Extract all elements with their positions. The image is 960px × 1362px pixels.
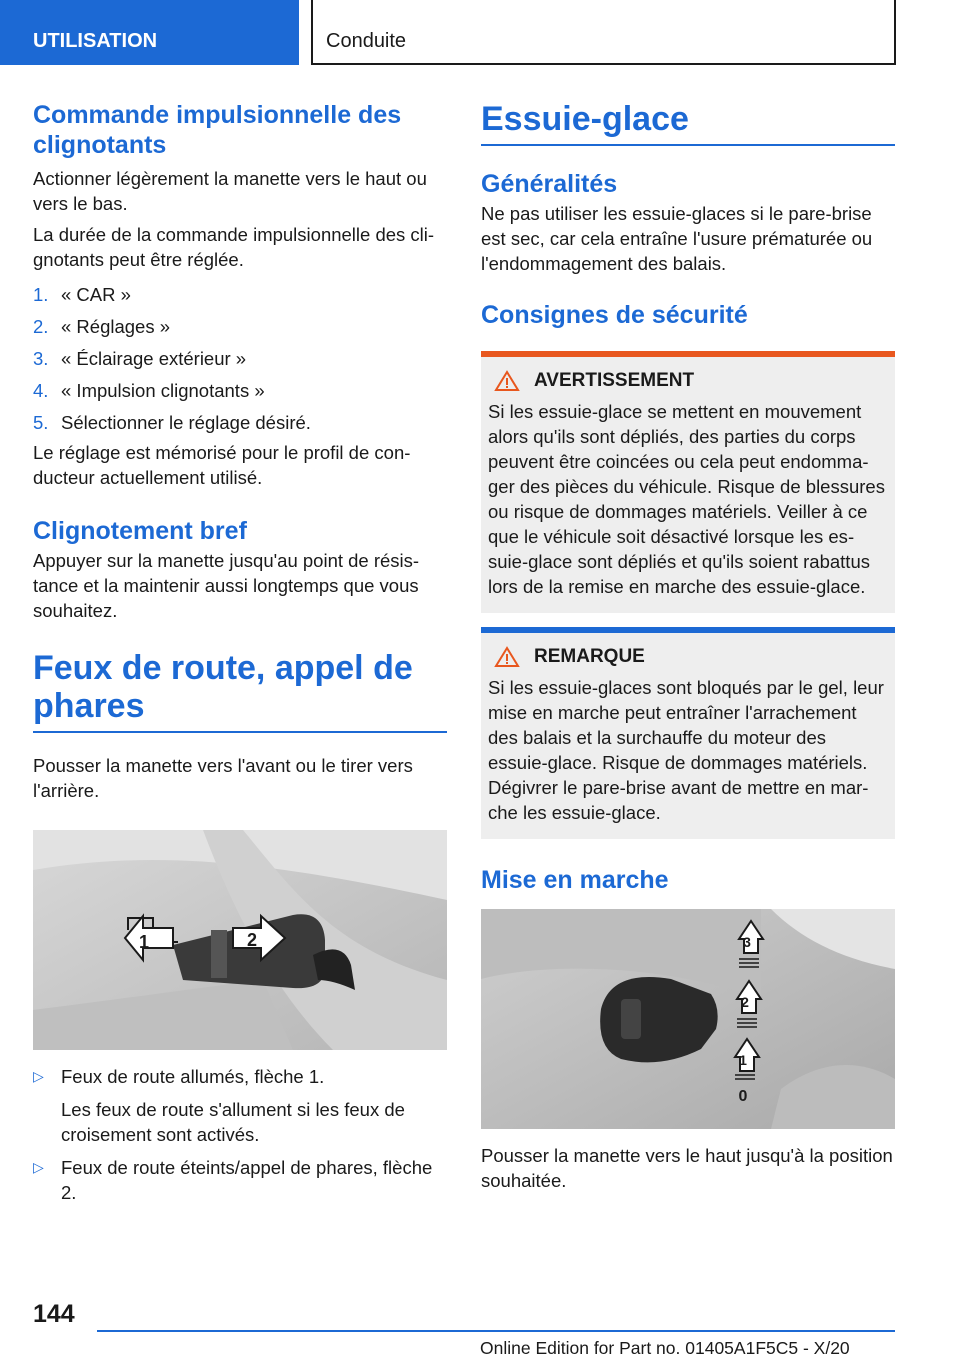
impulse-heading: Commande impulsionnelle des clignotants [33,101,402,159]
notice-triangle-icon [494,646,520,668]
list-item: ▷ Feux de route éteints/appel de phares, flèche 2. [33,1157,433,1203]
highbeam-paragraph: Pousser la manette vers l'avant ou le tirer vers l'arrière. [33,755,413,801]
stalk-illustration [33,830,447,1050]
wiper-heading: Essuie-glace [481,100,895,146]
figure-label-1: 1 [739,1052,747,1068]
chapter-tab: Conduite [311,0,896,65]
left-column [33,100,447,1213]
section-tab: UTILISATION [0,0,299,65]
list-item: ▷ Feux de route allumés, flèche 1. Les feux de route s'allument si les feux de croisement sont activés. [33,1066,405,1145]
bullet-triangle-icon: ▷ [33,1068,44,1084]
figure-label-2: 2 [741,994,749,1010]
wiper-stalk-svg [481,909,895,1129]
list-item: 5. Sélectionner le réglage désiré. [33,412,311,433]
footer-divider [97,1330,895,1332]
list-item: 4. « Impulsion clignotants » [33,380,265,401]
figure-label-2: 2 [247,930,258,950]
warning-text: Si les essuie-glace se mettent en mouvement alors qu'ils sont dépliés, des parties du corps peuvent être coincées ou cela peut endommager des pièces du véhicule. Risque de blessures ou risque de dommages matériels. Veiller à ce que le véhicule soit désactivé lorsque les essuie-glace sont dépliés et qu'ils soient rabattus lors de la remise en marche des essuie-glace. [488,401,885,597]
bullet-triangle-icon: ▷ [33,1159,44,1175]
warning-label: AVERTISSEMENT [534,370,695,391]
list-item: 2. « Réglages » [33,316,171,337]
general-paragraph: Ne pas utiliser les essuie-glaces si le pare-brise est sec, car cela entraîne l'usure prématurée ou l'endommagement des balais. [481,203,873,274]
figure-label-3: 3 [743,934,751,950]
note-box [481,627,895,839]
impulse-paragraph-3: Le réglage est mémorisé pour le profil de conducteur actuellement utilisé. [33,442,411,488]
stalk-illustration-svg [33,830,447,1050]
list-item: 3. « Éclairage extérieur » [33,348,247,369]
note-text: Si les essuie-glaces sont bloqués par le gel, leur mise en marche peut entraîner l'arrachement des balais et la surchauffe du moteur des essuie-glace. Risque de dommages matériels. Dégivrer le pare-brise avant de mettre en marche les essuie-glace. [488,677,884,823]
start-heading: Mise en marche [481,866,669,894]
right-column [481,100,895,1193]
footer-edition: Online Edition for Part no. 01405A1F5C5 - X/20 [480,1338,850,1358]
figure-label-1: 1 [139,932,150,952]
general-heading: Généralités [481,170,618,198]
highbeam-list [33,1064,447,1205]
warning-box [481,351,895,613]
steps-list [33,282,447,435]
warning-triangle-icon [494,370,520,392]
impulse-paragraph-1: Actionner légèrement la manette vers le haut ou vers le bas. [33,168,427,214]
list-item: 1. « CAR » [33,284,131,305]
flash-paragraph: Appuyer sur la manette jusqu'au point de résistance et la maintenir aussi longtemps que vous souhaitez. [33,550,420,621]
wiper-stalk-illustration [481,909,895,1129]
safety-heading: Consignes de sécurité [481,301,748,329]
start-paragraph: Pousser la manette vers le haut jusqu'à la position souhaitée. [481,1145,893,1191]
flash-heading: Clignotement bref [33,517,247,545]
highbeam-heading: Feux de route, appel de phares [33,649,447,733]
impulse-paragraph-2: La durée de la commande impulsionnelle des clignotants peut être réglée. [33,224,435,270]
figure-label-0: 0 [738,1088,748,1105]
page-number: 144 [33,1300,75,1328]
note-label: REMARQUE [534,646,645,667]
